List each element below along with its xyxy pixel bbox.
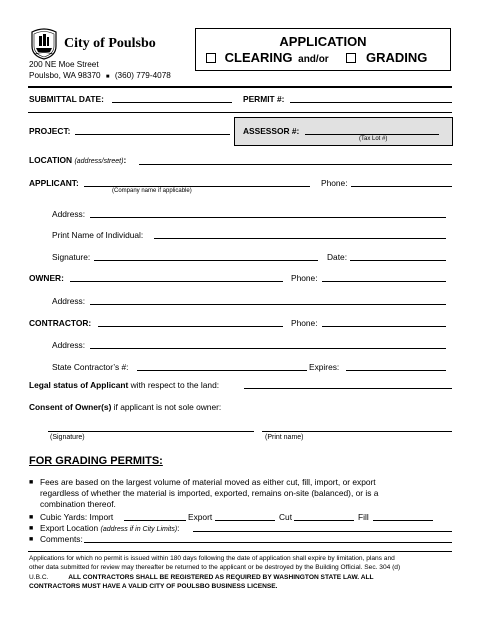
fill-label: Fill bbox=[358, 512, 369, 522]
location-label-group bbox=[29, 155, 126, 165]
applicant-address-label: Address: bbox=[52, 209, 86, 219]
legal-status-label bbox=[29, 380, 219, 390]
footer-line-2: other data submitted for review may thereafter be returned to the applicant or be destroyed by the Building Official. Sec. 304 (d) bbox=[29, 564, 401, 572]
owner-label: OWNER: bbox=[29, 273, 64, 283]
header-divider bbox=[28, 86, 452, 88]
assessor-box bbox=[234, 117, 453, 146]
consent-rest: if applicant is not sole owner: bbox=[111, 402, 222, 412]
comments-label: Comments: bbox=[40, 534, 83, 544]
city-name: City of Poulsbo bbox=[64, 36, 156, 51]
state-contractor-field[interactable] bbox=[137, 370, 307, 371]
owner-address-field[interactable] bbox=[90, 304, 446, 305]
company-name-hint: (Company name if applicable) bbox=[112, 188, 192, 194]
permit-number-label: PERMIT #: bbox=[243, 94, 285, 104]
export-location-colon: : bbox=[177, 523, 180, 533]
import-field[interactable] bbox=[124, 520, 186, 521]
print-name-field[interactable] bbox=[154, 238, 446, 239]
applicant-phone-field[interactable] bbox=[351, 186, 452, 187]
location-colon: : bbox=[123, 155, 127, 165]
owner-address-label: Address: bbox=[52, 296, 86, 306]
legal-status-rest: with respect to the land: bbox=[128, 380, 220, 390]
footer-divider bbox=[28, 551, 452, 552]
print-name-label: Print Name of Individual: bbox=[52, 230, 144, 240]
owner-signature-field[interactable] bbox=[48, 431, 254, 432]
comments-field[interactable] bbox=[84, 542, 452, 543]
section-divider-1 bbox=[28, 112, 452, 113]
export-location-text: Export Location bbox=[40, 523, 101, 533]
cut-field[interactable] bbox=[294, 520, 354, 521]
assessor-label: ASSESSOR #: bbox=[243, 126, 300, 136]
bullet-separator: ■ bbox=[105, 74, 110, 80]
applicant-signature-label: Signature: bbox=[52, 252, 91, 262]
clearing-label: CLEARING bbox=[224, 50, 293, 65]
consent-bold: Consent of Owner(s) bbox=[29, 402, 112, 412]
footer-notice bbox=[29, 554, 400, 591]
expires-label: Expires: bbox=[309, 362, 340, 372]
submittal-date-field[interactable] bbox=[112, 102, 232, 103]
footer-line-4: CONTRACTORS MUST HAVE A VALID CITY OF POULSBO BUSINESS LICENSE. bbox=[29, 582, 278, 590]
location-field[interactable] bbox=[139, 164, 452, 165]
grading-checkbox[interactable] bbox=[346, 53, 356, 63]
cut-label: Cut bbox=[279, 512, 293, 522]
owner-field[interactable] bbox=[70, 281, 283, 282]
export-field[interactable] bbox=[215, 520, 275, 521]
footer-ubc: U.B.C. bbox=[29, 573, 49, 581]
city-seal-logo bbox=[29, 26, 59, 60]
cubic-yards-bullet: ■ bbox=[29, 514, 34, 521]
state-contractor-label: State Contractor’s #: bbox=[52, 362, 129, 372]
comments-bullet: ■ bbox=[29, 536, 34, 543]
tax-lot-hint: (Tax Lot #) bbox=[359, 136, 388, 142]
assessor-field[interactable] bbox=[305, 134, 439, 135]
permit-type-options bbox=[206, 50, 427, 65]
location-hint: (address/street) bbox=[74, 158, 124, 165]
grading-heading: FOR GRADING PERMITS: bbox=[29, 455, 163, 467]
footer-line-3 bbox=[29, 573, 400, 582]
contractor-address-label: Address: bbox=[52, 340, 86, 350]
owner-phone-label: Phone: bbox=[291, 273, 318, 283]
project-field[interactable] bbox=[75, 134, 230, 135]
city-phone: (360) 779-4078 bbox=[114, 71, 171, 80]
legal-status-bold: Legal status of Applicant bbox=[29, 380, 129, 390]
application-title-box bbox=[195, 28, 451, 71]
clearing-checkbox[interactable] bbox=[206, 53, 216, 63]
consent-label bbox=[29, 402, 221, 412]
owner-phone-field[interactable] bbox=[322, 281, 446, 282]
applicant-address-field[interactable] bbox=[90, 217, 446, 218]
export-label: Export bbox=[188, 512, 213, 522]
fill-field[interactable] bbox=[373, 520, 433, 521]
footer-contractors-notice: ALL CONTRACTORS SHALL BE REGISTERED AS REQUIRED BY WASHINGTON STATE LAW. ALL bbox=[68, 573, 374, 581]
export-location-label bbox=[40, 523, 180, 533]
fees-bullet: ■ bbox=[29, 479, 34, 486]
print-name-caption: (Print name) bbox=[265, 434, 304, 441]
contractor-phone-label: Phone: bbox=[291, 318, 318, 328]
expires-field[interactable] bbox=[346, 370, 446, 371]
address-line-1: 200 NE Moe Street bbox=[29, 60, 99, 69]
applicant-field[interactable] bbox=[84, 186, 310, 187]
export-location-field[interactable] bbox=[193, 531, 452, 532]
contractor-field[interactable] bbox=[98, 326, 283, 327]
location-label: LOCATION bbox=[29, 155, 73, 165]
project-label: PROJECT: bbox=[29, 126, 71, 136]
owner-print-name-field[interactable] bbox=[262, 431, 452, 432]
contractor-address-field[interactable] bbox=[90, 348, 446, 349]
export-location-bullet: ■ bbox=[29, 525, 34, 532]
fees-text bbox=[40, 477, 378, 510]
and-or-label: and/or bbox=[298, 54, 329, 65]
contractor-label: CONTRACTOR: bbox=[29, 318, 92, 328]
fees-text-line-2: regardless of whether the material is imported, exported, remains on-site (balanced), or is a bbox=[40, 488, 379, 498]
applicant-date-field[interactable] bbox=[350, 260, 446, 261]
grading-label: GRADING bbox=[365, 50, 428, 65]
application-title: APPLICATION bbox=[279, 34, 367, 49]
applicant-date-label: Date: bbox=[327, 252, 348, 262]
contractor-phone-field[interactable] bbox=[322, 326, 446, 327]
footer-line-1: Applications for which no permit is issued within 180 days following the date of application shall expire by limitation, plans and bbox=[29, 555, 395, 562]
export-location-hint: (address if in City Limits) bbox=[100, 526, 178, 533]
city-state-zip: Poulsbo, WA 98370 bbox=[29, 71, 101, 80]
fees-text-line-3: combination thereof. bbox=[40, 499, 116, 509]
signature-caption: (Signature) bbox=[50, 434, 85, 441]
fees-text-line-1: Fees are based on the largest volume of material moved as either cut, fill, import, or export bbox=[40, 477, 376, 487]
applicant-phone-label: Phone: bbox=[321, 178, 348, 188]
cubic-yards-label: Cubic Yards: Import bbox=[40, 512, 114, 522]
address-line-2 bbox=[29, 71, 171, 80]
submittal-date-label: SUBMITTAL DATE: bbox=[29, 94, 104, 104]
legal-status-field[interactable] bbox=[244, 388, 452, 389]
permit-number-field[interactable] bbox=[290, 102, 452, 103]
applicant-signature-field[interactable] bbox=[94, 260, 318, 261]
applicant-label: APPLICANT: bbox=[29, 178, 79, 188]
